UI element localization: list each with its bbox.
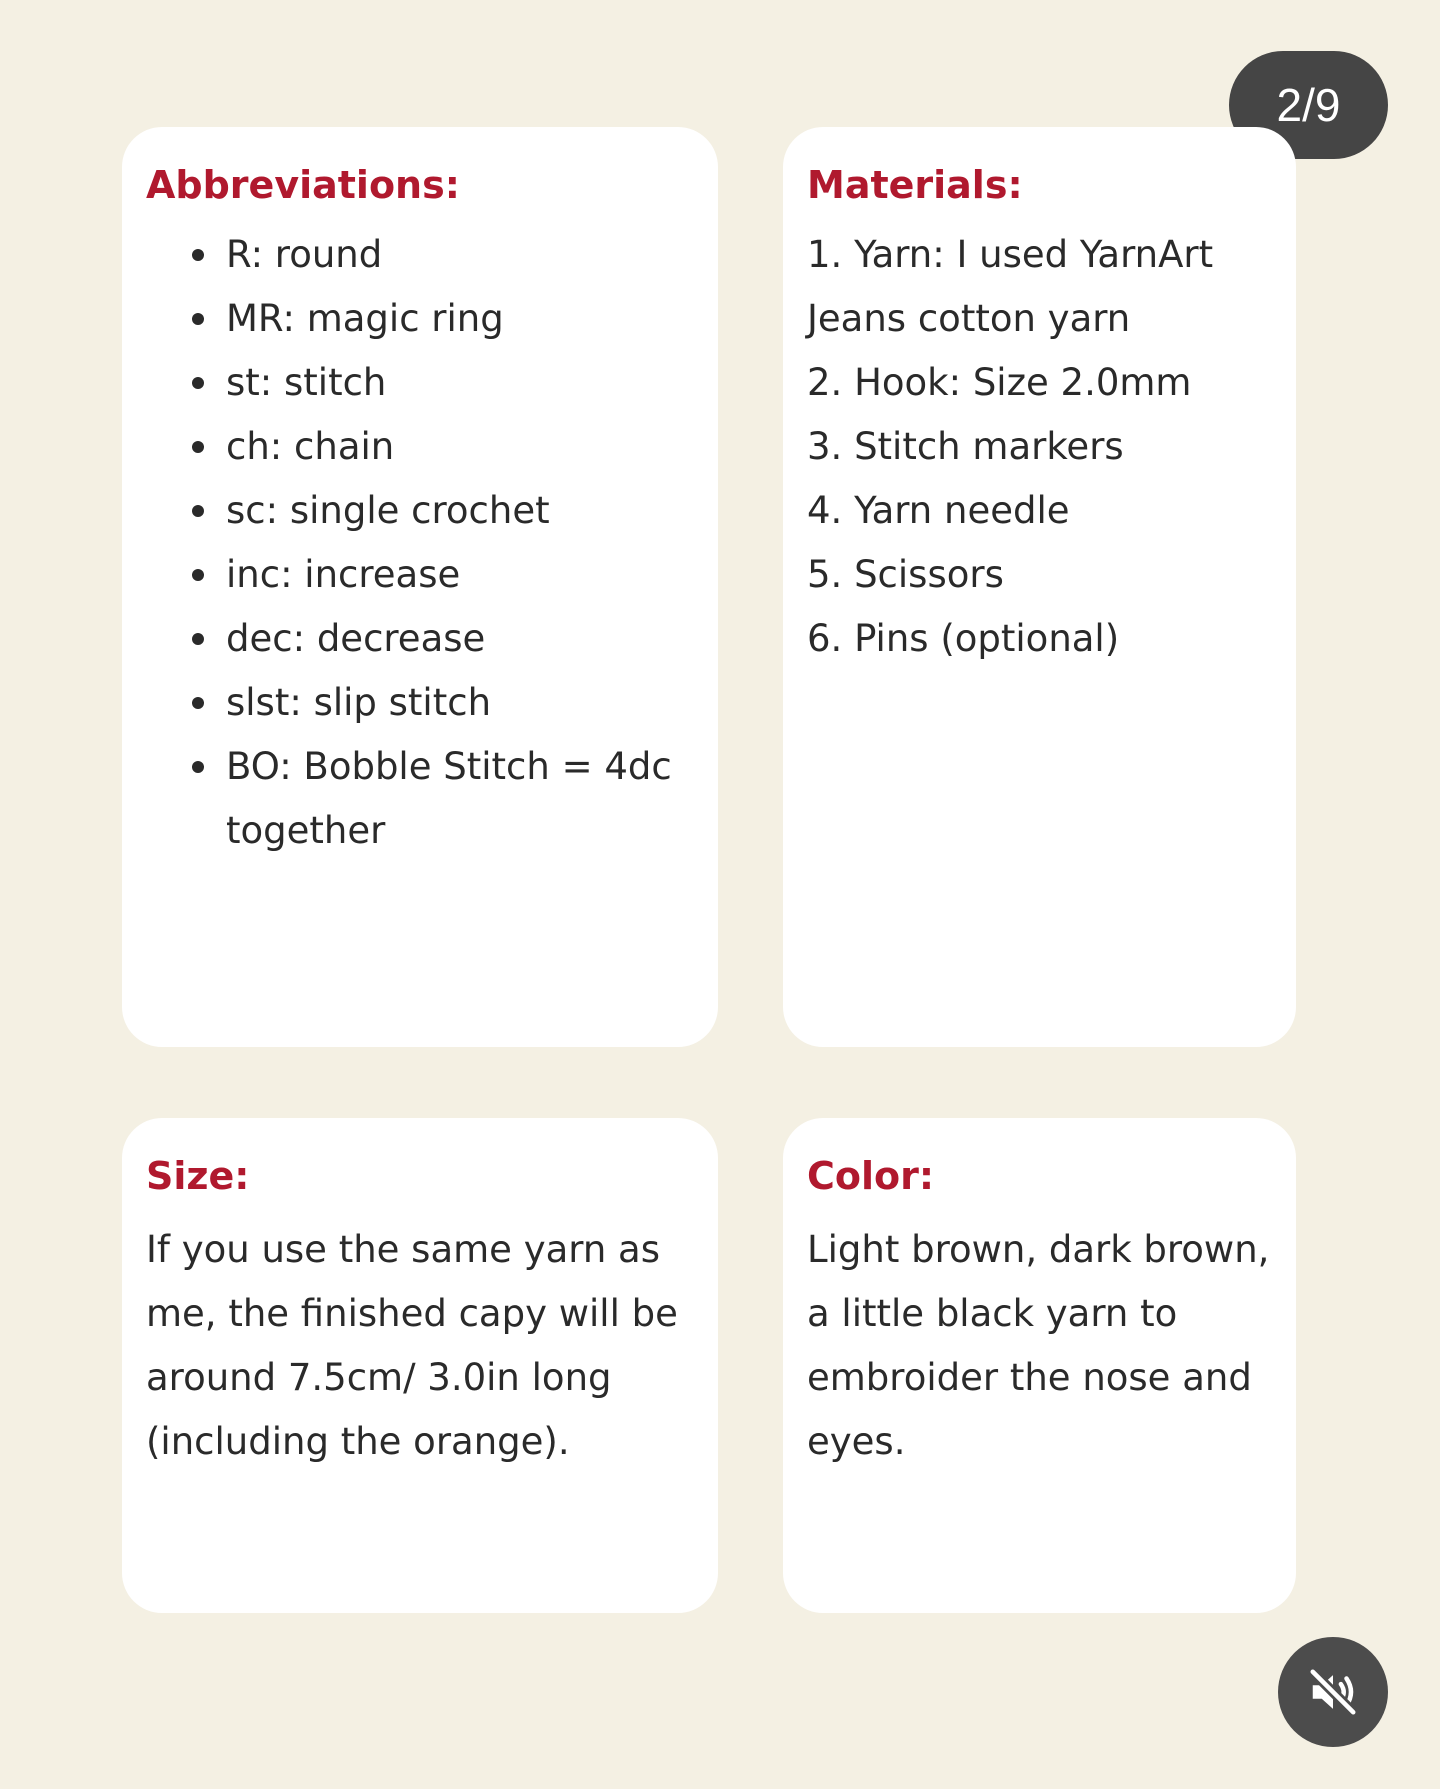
abbreviation-item	[146, 287, 706, 351]
materials-card	[783, 127, 1296, 1047]
abbreviation-item	[146, 223, 706, 287]
abbreviation-item	[146, 607, 706, 671]
color-card	[783, 1118, 1296, 1613]
bullet-icon	[192, 313, 204, 325]
abbreviation-item	[146, 479, 706, 543]
abbreviation-item	[146, 735, 706, 863]
page-indicator-label: 2/9	[1276, 79, 1341, 131]
size-text: If you use the same yarn as me, the finished capy will be around 7.5cm/ 3.0in long (including the orange).	[146, 1228, 678, 1463]
abbreviation-text: MR: magic ring	[226, 297, 504, 340]
materials-title: Materials:	[807, 163, 1023, 207]
size-card	[122, 1118, 718, 1613]
abbreviation-text: R: round	[226, 233, 383, 276]
speaker-muted-icon	[1306, 1665, 1360, 1719]
abbreviations-title: Abbreviations:	[146, 163, 460, 207]
material-item: 5. Scissors	[807, 553, 1004, 596]
material-item: 6. Pins (optional)	[807, 617, 1120, 660]
bullet-icon	[192, 441, 204, 453]
abbreviation-text: ch: chain	[226, 425, 395, 468]
material-item: 3. Stitch markers	[807, 425, 1124, 468]
mute-button[interactable]	[1278, 1637, 1388, 1747]
abbreviation-text: dec: decrease	[226, 617, 486, 660]
bullet-icon	[192, 377, 204, 389]
material-item: 4. Yarn needle	[807, 489, 1070, 532]
abbreviation-item	[146, 543, 706, 607]
bullet-icon	[192, 569, 204, 581]
abbreviation-text: slst: slip stitch	[226, 681, 492, 724]
abbreviation-item	[146, 415, 706, 479]
material-item: 1. Yarn: I used YarnArt Jeans cotton yarn	[807, 233, 1214, 340]
abbreviation-text: st: stitch	[226, 361, 387, 404]
bullet-icon	[192, 505, 204, 517]
abbreviation-item	[146, 351, 706, 415]
abbreviation-text: sc: single crochet	[226, 489, 550, 532]
bullet-icon	[192, 697, 204, 709]
color-title: Color:	[807, 1154, 935, 1198]
bullet-icon	[192, 249, 204, 261]
material-item: 2. Hook: Size 2.0mm	[807, 361, 1192, 404]
size-title: Size:	[146, 1154, 250, 1198]
color-text: Light brown, dark brown, a little black yarn to embroider the nose and eyes.	[807, 1228, 1270, 1463]
bullet-icon	[192, 761, 204, 773]
abbreviation-item	[146, 671, 706, 735]
bullet-icon	[192, 633, 204, 645]
materials-list	[807, 223, 1284, 671]
abbreviation-text: inc: increase	[226, 553, 461, 596]
abbreviation-text: BO: Bobble Stitch = 4dc together	[226, 745, 672, 852]
abbreviations-card	[122, 127, 718, 1047]
abbreviations-list	[146, 223, 706, 863]
